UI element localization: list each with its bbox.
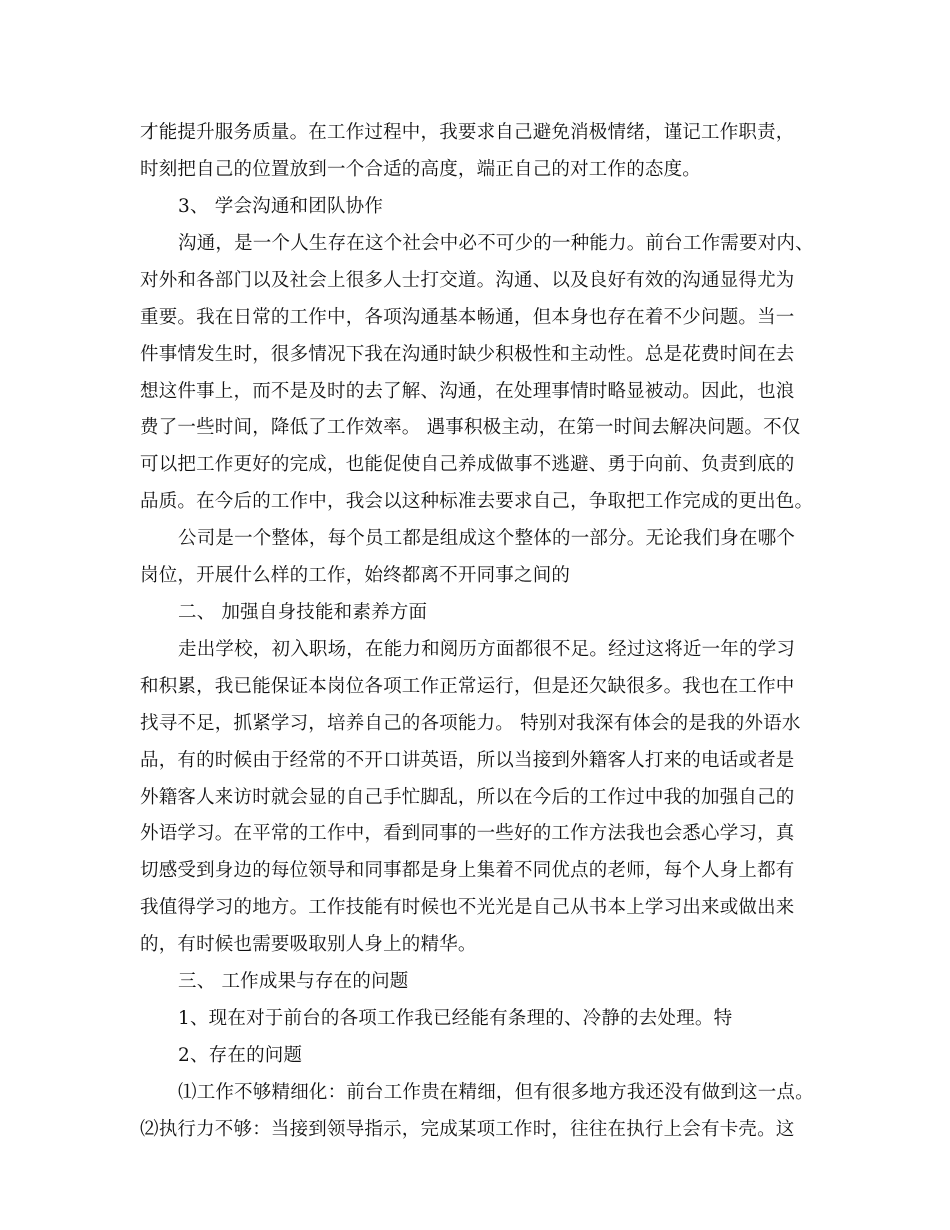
- text-line: ⑵执行力不够：当接到领导指示，完成某项工作时，往往在执行上会有卡壳。这: [140, 1119, 795, 1140]
- text-line: 品，有的时候由于经常的不开口讲英语，所以当接到外籍客人打来的电话或者是: [140, 750, 795, 771]
- text-line: 找寻不足，抓紧学习，培养自己的各项能力。 特别对我深有体会的是我的外语水: [140, 713, 801, 734]
- text-line: 件事情发生时，很多情况下我在沟通时缺少积极性和主动性。总是花费时间在去: [140, 344, 795, 365]
- text-line: 想这件事上，而不是及时的去了解、沟通，在处理事情时略显被动。因此，也浪: [140, 381, 795, 402]
- text-line: 我值得学习的地方。工作技能有时候也不光光是自己从书本上学习出来或做出来: [140, 897, 795, 918]
- text-line: 沟通，是一个人生存在这个社会中必不可少的一种能力。前台工作需要对内、: [178, 233, 814, 254]
- text-line: 费了一些时间，降低了工作效率。 遇事积极主动，在第一时间去解决问题。不仅: [140, 417, 801, 438]
- section-heading: 3、 学会沟通和团队协作: [178, 196, 384, 217]
- section-heading: 三、 工作成果与存在的问题: [178, 971, 409, 992]
- text-line: 重要。我在日常的工作中，各项沟通基本畅通，但本身也存在着不少问题。当一: [140, 307, 795, 328]
- text-line: 2、存在的问题: [178, 1045, 303, 1066]
- text-line: 的，有时候也需要吸取别人身上的精华。: [140, 934, 477, 955]
- text-line: 时刻把自己的位置放到一个合适的高度，端正自己的对工作的态度。: [140, 159, 702, 180]
- text-line: 公司是一个整体，每个员工都是组成这个整体的一部分。无论我们身在哪个: [178, 528, 796, 549]
- text-line: 走出学校，初入职场，在能力和阅历方面都很不足。经过这将近一年的学习: [178, 639, 796, 660]
- text-line: 可以把工作更好的完成，也能促使自己养成做事不逃避、勇于向前、负责到底的: [140, 454, 795, 475]
- text-line: 外籍客人来访时就会显的自己手忙脚乱，所以在今后的工作过中我的加强自己的: [140, 787, 795, 808]
- text-line: 和积累，我已能保证本岗位各项工作正常运行，但是还欠缺很多。我也在工作中: [140, 676, 795, 697]
- text-line: 切感受到身边的每位领导和同事都是身上集着不同优点的老师，每个人身上都有: [140, 860, 795, 881]
- text-line: 1、现在对于前台的各项工作我已经能有条理的、冷静的去处理。特: [178, 1008, 733, 1029]
- section-heading: 二、 加强自身技能和素养方面: [178, 602, 428, 623]
- text-line: 岗位，开展什么样的工作，始终都离不开同事之间的: [140, 565, 571, 586]
- text-line: 品质。在今后的工作中，我会以这种标准去要求自己，争取把工作完成的更出色。: [140, 491, 814, 512]
- text-line: 才能提升服务质量。在工作过程中，我要求自己避免消极情绪，谨记工作职责，: [140, 122, 795, 143]
- text-line: ⑴工作不够精细化：前台工作贵在精细，但有很多地方我还没有做到这一点。: [178, 1082, 814, 1103]
- text-line: 外语学习。在平常的工作中，看到同事的一些好的工作方法我也会悉心学习，真: [140, 823, 795, 844]
- text-line: 对外和各部门以及社会上很多人士打交道。沟通、以及良好有效的沟通显得尤为: [140, 270, 795, 291]
